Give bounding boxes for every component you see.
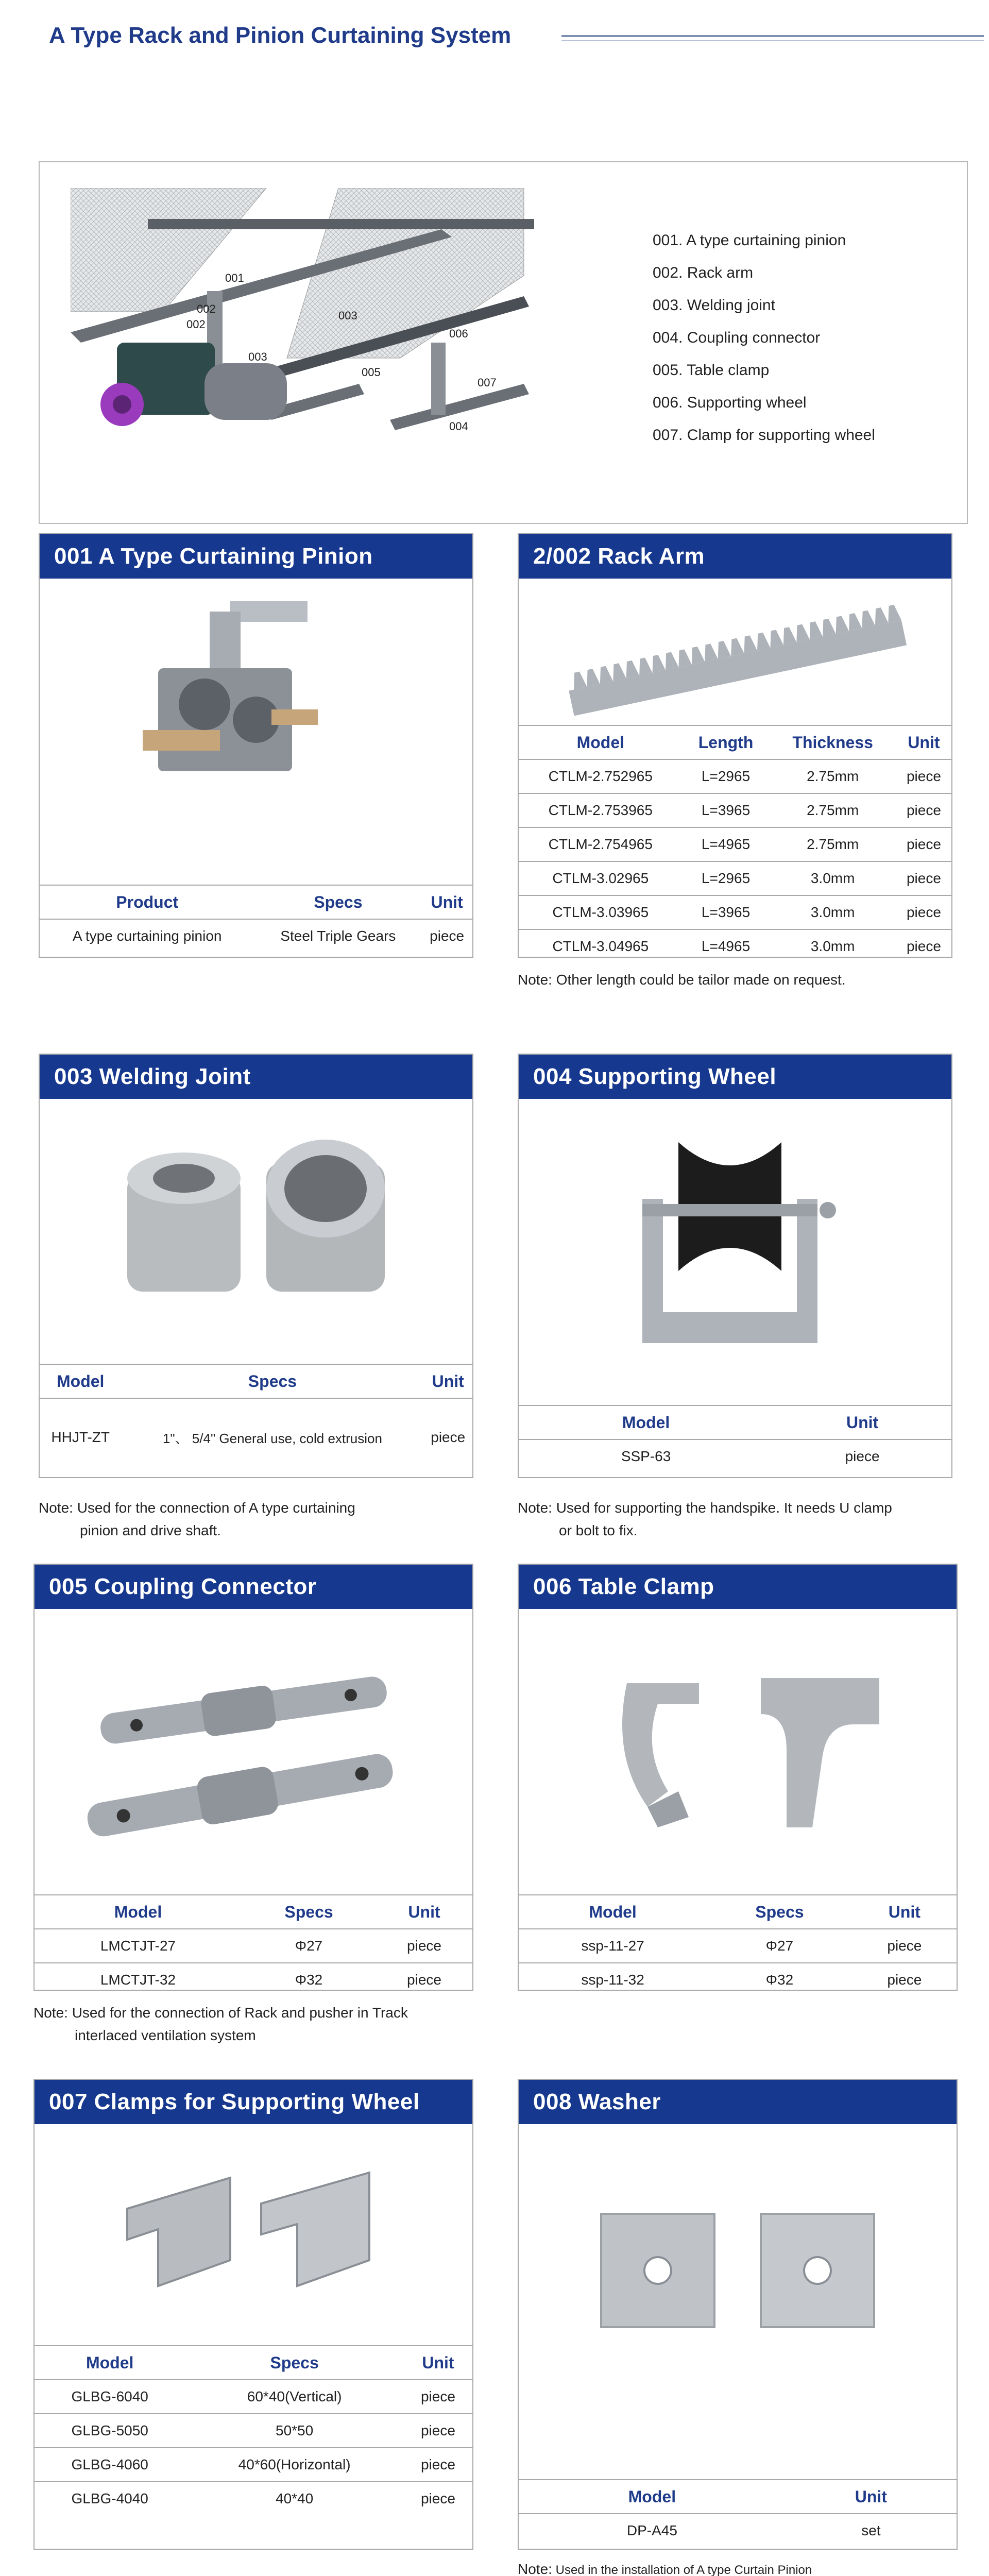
svg-text:003: 003 [248,350,267,363]
svg-text:002: 002 [186,318,206,331]
spec-table: Model Specs Unit LMCTJT-27 Φ27 piece LMCTJT-32 Φ32 piece [35,1894,472,1996]
note: Note: Used in the installation of A type Curtain Pinion [518,2561,812,2576]
page-title: A Type Rack and Pinion Curtaining System [49,23,511,48]
card-title: 001 A Type Curtaining Pinion [40,534,472,579]
rack-tooth [754,632,770,651]
spec-table: Model Length Thickness Unit CTLM-2.752965 L=2965 2.75mm piece CTLM-2.753965 L=3965 2.75mm piece CTLM-2.754965 L=4965 2.75mm piece CTLM-3.02965 L=2965 3.0mm piece CTLM-3.03965 L=3965 3.0mm piece CTLM-3.04965 L=4965 3.0mm piece [519,725,951,963]
rack-tooth [885,604,901,623]
svg-text:002: 002 [197,302,216,315]
note: Note: Used for supporting the handspike. It needs U clamp or bolt to fix. [518,1500,892,1538]
legend-item: 004. Coupling connector [653,329,821,346]
note: Note: Used for the connection of Rack and pusher in Track interlaced ventilation system [33,2005,408,2043]
card-title: 007 Clamps for Supporting Wheel [35,2080,472,2124]
spec-table: Model Unit DP-A45 set [519,2479,957,2547]
card-washer [518,2079,958,2550]
washer-image [519,2137,957,2425]
rack-tooth [636,657,652,676]
card-title: 008 Washer [519,2080,957,2124]
card-title: 004 Supporting Wheel [519,1055,951,1099]
rack-tooth [780,626,796,645]
spec-table: Model Specs Unit ssp-11-27 Φ27 piece ssp-11-32 Φ32 piece [519,1894,957,1996]
rack-tooth [610,663,626,682]
rack-tooth [570,671,587,690]
spec-table: Model Specs Unit HHJT-ZT 1"、 5/4" General use, cold extrusion piece [40,1364,472,1476]
card-curtaining-pinion [39,533,473,958]
rack-tooth [584,668,600,687]
welding-joint-image [40,1132,472,1348]
rack-tooth [714,640,731,659]
note: Note: Used for the connection of A type curtaining pinion and drive shaft. [39,1500,355,1538]
rack-tooth [741,635,757,654]
rack-tooth [649,654,666,673]
legend-item: 007. Clamp for supporting wheel [653,427,875,444]
clamps-image [35,2137,472,2353]
post [431,343,446,415]
spec-table: Model Specs Unit GLBG-6040 60*40(Vertical) piece GLBG-5050 50*50 piece GLBG-4060 40*60(Horizontal) piece GLBG-4040 40*40 piece [35,2345,472,2515]
rack-tooth [702,643,718,662]
card-table-clamp [518,1564,958,1991]
rack-tooth [806,621,823,640]
legend-item: 001. A type curtaining pinion [653,232,846,249]
rack-tooth [872,606,888,625]
title-rule-thin [561,40,984,41]
card-clamps-supporting-wheel [33,2079,473,2550]
legend-item: 005. Table clamp [653,362,770,379]
card-coupling-connector [33,1564,473,1991]
supporting-wheel-image [519,1101,951,1389]
card-welding-joint [39,1054,473,1478]
table-clamp-image [519,1621,957,1889]
system-diagram [71,188,534,507]
coupling-connector-image [35,1621,472,1889]
rack-tooth [820,618,836,637]
legend-item: 003. Welding joint [653,297,775,314]
motor [204,363,287,420]
rack-arm-image [519,583,951,727]
note: Note: Other length could be tailor made on request. [518,972,846,988]
component-legend [653,224,875,451]
svg-text:001: 001 [225,272,244,284]
rack-tooth [688,646,705,665]
card-supporting-wheel [518,1054,952,1478]
svg-text:006: 006 [449,327,468,340]
frame-bar [148,219,534,229]
card-title: 006 Table Clamp [519,1565,957,1609]
svg-text:003: 003 [338,309,357,322]
pinion-image [40,591,472,812]
card-title: 003 Welding Joint [40,1055,472,1099]
spec-table: Product Specs Unit A type curtaining pinion Steel Triple Gears piece [40,885,472,953]
card-rack-arm [518,533,952,958]
card-title: 005 Coupling Connector [35,1565,472,1609]
rack-tooth [767,629,783,648]
rack-tooth [596,665,613,684]
svg-text:005: 005 [362,366,381,379]
system-overview [39,161,968,524]
svg-text:007: 007 [478,376,497,389]
rack-tooth [623,659,639,679]
rack-tooth [859,609,875,629]
card-title: 2/002 Rack Arm [519,534,951,579]
rack-tooth [793,623,810,642]
legend-item: 002. Rack arm [653,264,754,281]
legend-item: 006. Supporting wheel [653,394,807,411]
rack-tooth [728,637,744,656]
title-rule [561,35,984,37]
spec-table: Model Unit SSP-63 piece [519,1405,951,1473]
rack-tooth [832,615,849,634]
rack-tooth [675,649,692,668]
svg-text:004: 004 [449,420,468,433]
rack-tooth [845,612,862,631]
rack-tooth [662,651,678,670]
